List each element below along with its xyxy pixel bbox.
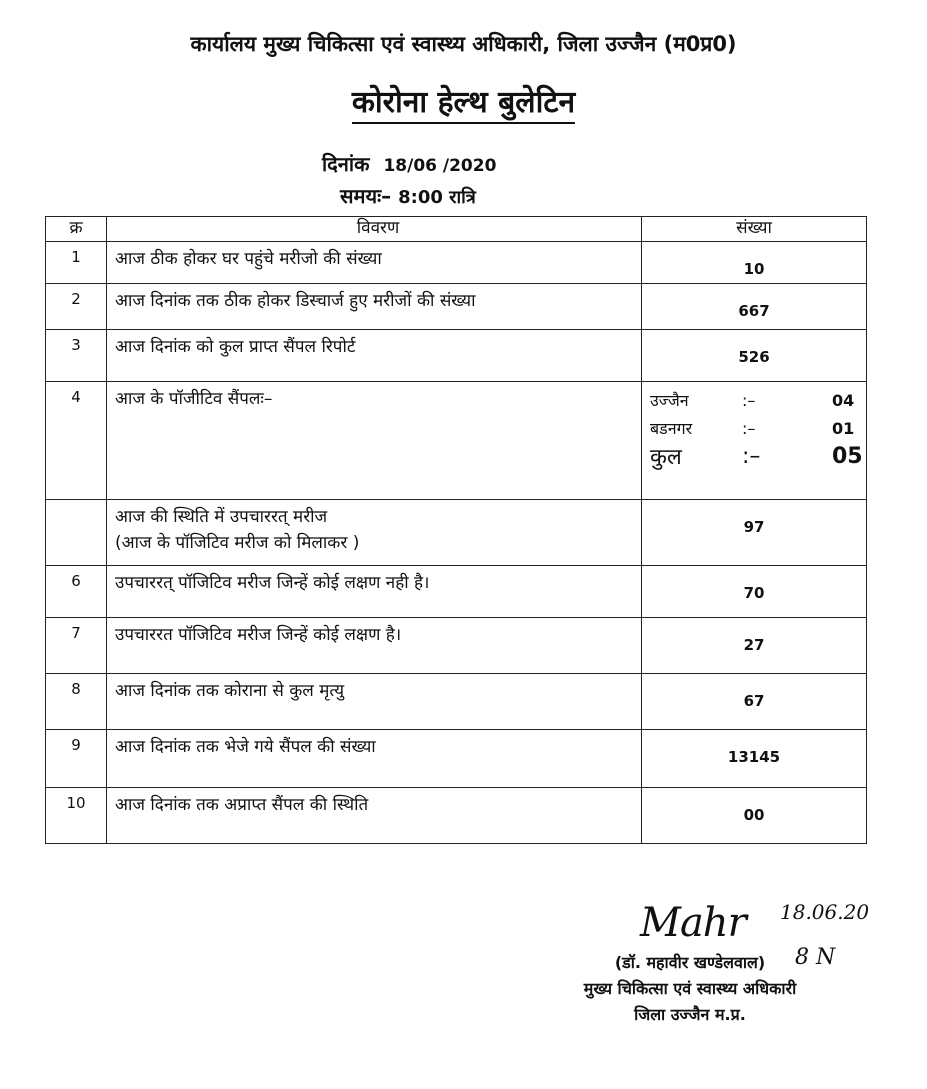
row-desc: उपचाररत पॉजिटिव मरीज जिन्हें कोई लक्षण है। [107, 618, 642, 674]
breakdown-row [642, 414, 866, 442]
header-desc: विवरण [107, 217, 642, 242]
table-row [46, 788, 867, 844]
breakdown-value: 04 [832, 390, 855, 410]
row-desc-line2: (आज के पॉजिटिव मरीज को मिलाकर ) [115, 533, 360, 553]
header-sn: क्र [46, 217, 107, 242]
row-sn: 4 [46, 382, 107, 500]
breakdown-value: 01 [832, 418, 855, 438]
breakdown-value: 05 [832, 443, 863, 469]
breakdown-row [642, 386, 866, 414]
positive-breakdown [642, 382, 867, 500]
row-desc: आज दिनांक को कुल प्राप्त सैंपल रिपोर्ट [107, 330, 642, 382]
row-desc-line1: आज की स्थिति में उपचाररत् मरीज [115, 507, 328, 527]
table-row [46, 500, 867, 566]
bulletin-title [0, 80, 927, 121]
row-count: 10 [642, 242, 867, 284]
row-desc: उपचाररत् पॉजिटिव मरीज जिन्हें कोई लक्षण नही है। [107, 566, 642, 618]
row-sn: 9 [46, 730, 107, 788]
row-count: 67 [642, 674, 867, 730]
row-sn: 8 [46, 674, 107, 730]
row-desc: आज दिनांक तक कोराना से कुल मृत्यु [107, 674, 642, 730]
row-desc: आज दिनांक तक ठीक होकर डिस्चार्ज हुए मरीजों की संख्या [107, 284, 642, 330]
officer-designation: मुख्य चिकित्सा एवं स्वास्थ्य अधिकारी [583, 979, 797, 998]
row-desc: आज दिनांक तक भेजे गये सैंपल की संख्या [107, 730, 642, 788]
office-heading: कार्यालय मुख्य चिकित्सा एवं स्वास्थ्य अधिकारी, जिला उज्जैन (म0प्र0) [190, 32, 737, 56]
officer-name: (डॉ. महावीर खण्डेलवाल) [614, 953, 766, 972]
date-line [322, 150, 496, 177]
header-count: संख्या [642, 217, 867, 242]
breakdown-name: बडनगर [650, 419, 693, 438]
row-count: 13145 [642, 730, 867, 788]
row-sn: 2 [46, 284, 107, 330]
signature-scribble: Mahr [640, 900, 746, 946]
bulletin-title-text: कोरोना हेल्थ बुलेटिन [352, 85, 575, 124]
bulletin-table [45, 216, 867, 844]
date-value: 18/06 /2020 [383, 156, 497, 176]
breakdown-sep: :– [742, 443, 761, 469]
table-row [46, 674, 867, 730]
row-sn: 3 [46, 330, 107, 382]
breakdown-name: कुल [650, 445, 682, 470]
breakdown-sep: :– [742, 390, 756, 410]
signature-mark: 8 N [795, 945, 836, 970]
time-line [340, 182, 476, 209]
date-label: दिनांक [322, 152, 370, 176]
row-count: 00 [642, 788, 867, 844]
breakdown-sep: :– [742, 418, 756, 438]
table-row [46, 330, 867, 382]
table-row [46, 382, 867, 500]
row-desc: आज ठीक होकर घर पहुंचे मरीजो की संख्या [107, 242, 642, 284]
row-count: 97 [642, 500, 867, 566]
table-row [46, 566, 867, 618]
row-count: 667 [642, 284, 867, 330]
table-header-row [46, 217, 867, 242]
breakdown-row-total [642, 442, 866, 470]
time-label: समयः– [340, 184, 392, 208]
row-sn: 10 [46, 788, 107, 844]
row-sn: 7 [46, 618, 107, 674]
row-desc: आज के पॉजीटिव सैंपलः– [107, 382, 642, 500]
positive-breakdown-list [642, 386, 866, 470]
table-row [46, 242, 867, 284]
row-sn: 6 [46, 566, 107, 618]
table-row [46, 730, 867, 788]
table-row [46, 284, 867, 330]
officer-location: जिला उज्जैन म.प्र. [634, 1005, 746, 1024]
row-desc [107, 500, 642, 566]
row-count: 27 [642, 618, 867, 674]
row-desc: आज दिनांक तक अप्राप्त सैंपल की स्थिति [107, 788, 642, 844]
signature-date: 18.06.20 [780, 900, 870, 924]
row-count: 70 [642, 566, 867, 618]
table-row [46, 618, 867, 674]
officer-block [550, 950, 830, 1028]
row-sn: 1 [46, 242, 107, 284]
breakdown-name: उज्जैन [650, 391, 689, 410]
row-sn [46, 500, 107, 566]
row-count: 526 [642, 330, 867, 382]
time-value: 8:00 रात्रि [398, 187, 476, 208]
